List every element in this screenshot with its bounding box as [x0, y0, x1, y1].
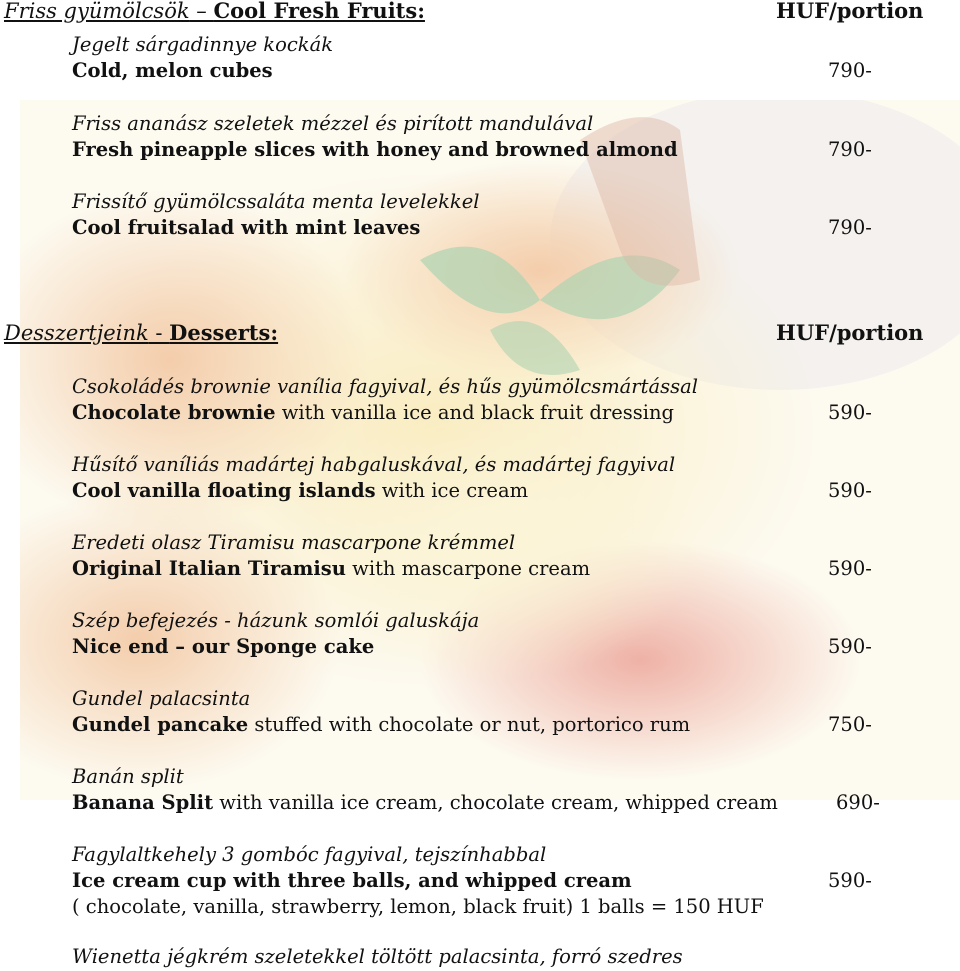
- item-en-name: Banana Split with vanilla ice cream, chocolate cream, whipped cream: [72, 791, 778, 814]
- item-hu-name: Frissítő gyümölcssaláta menta levelekkel: [72, 190, 480, 213]
- item-en-name: Ice cream cup with three balls, and whipped cream: [72, 869, 632, 892]
- fruits-title-dash: –: [189, 0, 214, 23]
- item-en-name: Gundel pancake stuffed with chocolate or nut, portorico rum: [72, 713, 691, 736]
- fruits-unit-label: HUF/portion: [776, 0, 924, 23]
- item-en-name: Fresh pineapple slices with honey and browned almond: [72, 138, 678, 161]
- item-hu-name: Hűsítő vaníliás madártej habgaluskával, és madártej fagyival: [72, 453, 676, 476]
- desserts-section-header: [4, 320, 278, 346]
- item-price: 590-: [828, 479, 872, 502]
- item-hu-name: Wienetta jégkrém szeletekkel töltött palacsinta, forró szedres: [72, 945, 683, 968]
- item-hu-name: Gundel palacsinta: [72, 687, 251, 710]
- item-note: ( chocolate, vanilla, strawberry, lemon, black fruit) 1 balls = 150 HUF: [72, 895, 764, 918]
- item-hu-name: Szép befejezés - házunk somlói galuskája: [72, 609, 480, 632]
- item-en-name: Cool vanilla floating islands with ice cream: [72, 479, 529, 502]
- item-hu-name: Eredeti olasz Tiramisu mascarpone krémmel: [72, 531, 516, 554]
- item-hu-name: Jegelt sárgadinnye kockák: [72, 33, 334, 56]
- item-hu-name: Csokoládés brownie vanília fagyival, és hűs gyümölcsmártással: [72, 375, 698, 398]
- item-en-name: Original Italian Tiramisu with mascarpone cream: [72, 557, 591, 580]
- desserts-title-dash: -: [148, 321, 170, 345]
- item-hu-name: Fagylaltkehely 3 gombóc fagyival, tejszínhabbal: [72, 843, 547, 866]
- item-price: 690-: [836, 791, 880, 814]
- desserts-title-en: Desserts:: [169, 320, 279, 345]
- item-price: 590-: [828, 401, 872, 424]
- fruits-title-en: Cool Fresh Fruits:: [213, 0, 425, 23]
- item-en-name: Cool fruitsalad with mint leaves: [72, 216, 421, 239]
- item-price: 790-: [828, 216, 872, 239]
- desserts-title-hu: Desszertjeink: [4, 321, 149, 345]
- item-hu-name: Friss ananász szeletek mézzel és pirított mandulával: [72, 112, 594, 135]
- item-price: 750-: [828, 713, 872, 736]
- item-price: 790-: [828, 59, 872, 82]
- item-en-name: Chocolate brownie with vanilla ice and black fruit dressing: [72, 401, 675, 424]
- item-en-name: Cold, melon cubes: [72, 59, 273, 82]
- item-en-name: Nice end – our Sponge cake: [72, 635, 375, 658]
- item-price: 790-: [828, 138, 872, 161]
- item-price: 590-: [828, 869, 872, 892]
- item-price: 590-: [828, 557, 872, 580]
- fruits-section-header: [4, 0, 425, 24]
- fruits-title-hu: Friss gyümölcsök: [4, 0, 190, 23]
- item-hu-name: Banán split: [72, 765, 184, 788]
- desserts-unit-label: HUF/portion: [776, 320, 924, 345]
- item-price: 590-: [828, 635, 872, 658]
